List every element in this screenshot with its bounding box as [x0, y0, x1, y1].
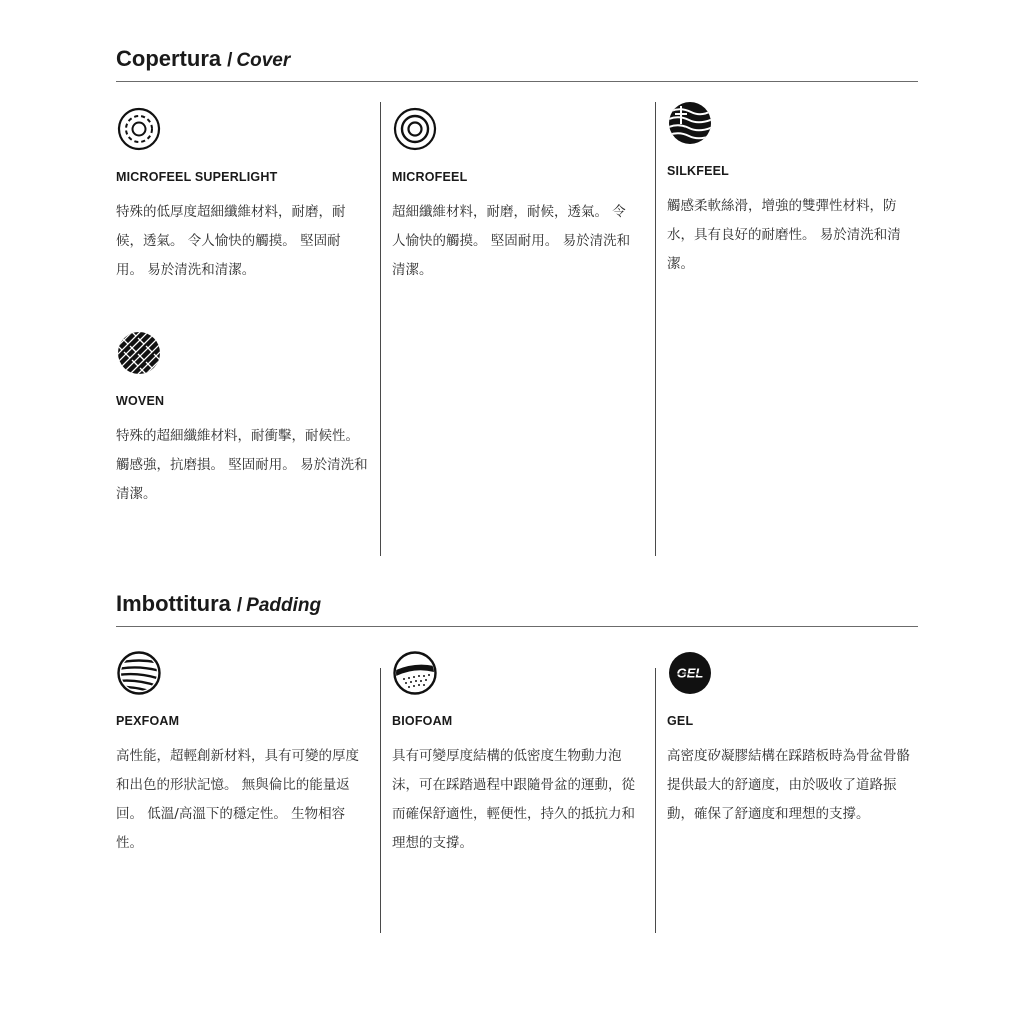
material-item	[392, 106, 642, 285]
svg-text:GEL: GEL	[676, 665, 704, 681]
title-slash: /	[236, 595, 243, 616]
material-item	[116, 650, 366, 858]
column-divider	[380, 668, 381, 933]
material-name: GEL	[667, 714, 694, 728]
material-item	[392, 650, 642, 858]
section-title-main: Copertura	[116, 46, 222, 71]
column-divider	[655, 668, 656, 933]
title-slash: /	[227, 50, 233, 71]
section-subtitle: Cover	[236, 50, 291, 71]
material-item	[116, 330, 366, 509]
material-name: SILKFEEL	[667, 164, 730, 178]
microfeel-icon	[392, 106, 438, 152]
column-divider	[380, 102, 381, 556]
biofoam-icon	[392, 650, 438, 696]
section-divider	[116, 626, 918, 627]
material-item	[667, 650, 917, 829]
material-description: 特殊的低厚度超細纖維材料，耐磨，耐候，透氣。 令人愉快的觸摸。 堅固耐用。 易於清洗和清潔。	[116, 204, 346, 278]
material-item	[116, 106, 366, 285]
section-title-cover	[116, 46, 290, 72]
material-name: BIOFOAM	[392, 714, 453, 728]
material-description: 超細纖維材料，耐磨，耐候，透氣。 令人愉快的觸摸。 堅固耐用。 易於清洗和清潔。	[392, 204, 631, 278]
microfeel-superlight-icon	[116, 106, 162, 152]
material-item	[667, 100, 917, 279]
section-subtitle: Padding	[246, 595, 322, 616]
material-description: 高性能，超輕創新材料，具有可變的厚度和出色的形狀記憶。 無與倫比的能量返回。 低溫/高溫下的穩定性。 生物相容性。	[116, 748, 359, 851]
section-title-main: Imbottitura	[116, 591, 231, 616]
woven-icon	[116, 330, 162, 376]
material-description: 高密度矽凝膠結構在踩踏板時為骨盆骨骼提供最大的舒適度，由於吸收了道路振動，確保了舒適度和理想的支撐。	[667, 748, 910, 822]
gel-icon	[667, 650, 713, 696]
section-divider	[116, 81, 918, 82]
material-name: PEXFOAM	[116, 714, 180, 728]
material-name: MICROFEEL	[392, 170, 468, 184]
silkfeel-icon	[667, 100, 713, 146]
material-description: 具有可變厚度結構的低密度生物動力泡沫，可在踩踏過程中跟隨骨盆的運動，從而確保舒適性，輕便性，持久的抵抗力和理想的支撐。	[392, 748, 635, 851]
material-name: WOVEN	[116, 394, 165, 408]
material-name: MICROFEEL SUPERLIGHT	[116, 170, 278, 184]
column-divider	[655, 102, 656, 556]
material-description: 特殊的超細纖維材料，耐衝擊，耐候性。 觸感強，抗磨損。 堅固耐用。 易於清洗和清潔。	[116, 428, 368, 502]
pexfoam-icon	[116, 650, 162, 696]
material-description: 觸感柔軟絲滑，增強的雙彈性材料，防水，具有良好的耐磨性。 易於清洗和清潔。	[667, 198, 901, 272]
section-title-padding	[116, 591, 321, 617]
